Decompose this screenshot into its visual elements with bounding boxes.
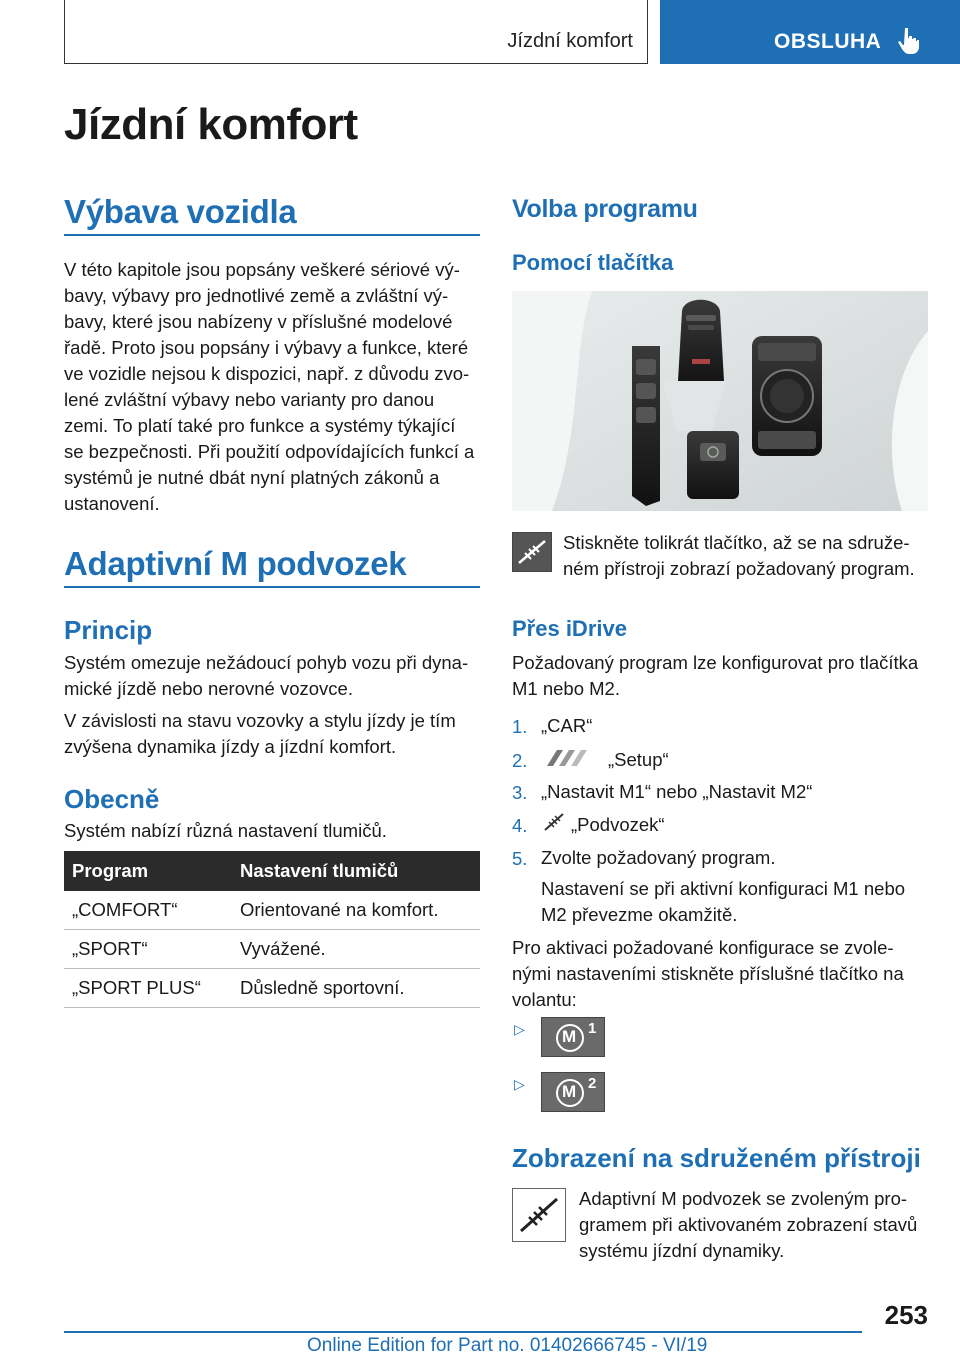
m-stripes-icon (543, 748, 597, 768)
heading-adaptivni-podvozek: Adaptivní M podvozek (64, 545, 407, 582)
header-section-box (64, 0, 648, 64)
m1-sup: 1 (588, 1020, 597, 1037)
center-console-photo (512, 291, 928, 511)
bullet: ▷ (514, 1076, 525, 1092)
paragraph-obecne: Systém nabízí různá nastavení tlumičů. (64, 820, 387, 841)
m1-button[interactable] (541, 1017, 605, 1057)
step-text: „Podvozek“ (571, 814, 665, 835)
paragraph-princip: Systém omezuje nežádoucí pohyb vozu při dyna‐ mické jízdě nebo nerovné vozovce. (64, 652, 469, 699)
step-text: „CAR“ (541, 715, 593, 736)
heading-pres-idrive: Přes iDrive (512, 616, 627, 641)
damper-program-icon (512, 532, 552, 572)
hand-pointer-icon (896, 26, 922, 54)
step-text: „Setup“ (608, 749, 669, 770)
table-cell-setting: Vyvážené. (232, 930, 480, 969)
heading-vybava-vozidla: Výbava vozidla (64, 193, 297, 230)
paragraph-vybava: V této kapitole jsou popsány veškeré sériové vý‐ bavy, výbavy pro jednotlivé země a zvláštní vý‐ bavy, které jsou nabízeny v příslušné modelové řadě. Proto jsou popsány i výbavy a funkce, které ve vozidle nejsou k dispozici, např. z důvodu zvo‐ lené zvláštní výbavy nebo varianty pro danou zemi. To platí také pro funkce a systémy týkající se bezpečnosti. Při použití odpovídajících funkcí a systémů je nutné dbát nyní platných zákonů a ustanovení. (64, 259, 475, 514)
footer-edition: Online Edition for Part no. 01402666745 - VI/19 (307, 1335, 708, 1356)
paragraph-tlacitko: Stiskněte tolikrát tlačítko, až se na sdruže‐ ném přístroji zobrazí požadovaný program. (563, 532, 915, 579)
table-cell-program: „COMFORT“ (64, 891, 232, 930)
paragraph-step5-note: Nastavení se při aktivní konfiguraci M1 nebo M2 převezme okamžitě. (541, 878, 906, 925)
page-number: 253 (884, 1300, 928, 1330)
step-number: 2. (512, 750, 528, 771)
heading-volba-programu: Volba programu (512, 195, 698, 223)
heading-rule (64, 234, 480, 236)
step-number: 5. (512, 848, 528, 869)
heading-pomoci-tlacitka: Pomocí tlačítka (512, 250, 674, 275)
table-cell-program: „SPORT PLUS“ (64, 969, 232, 1008)
damper-icon (513, 1189, 565, 1241)
damper-settings-table (64, 851, 480, 1008)
m2-sup: 2 (588, 1075, 597, 1092)
damper-icon (513, 533, 551, 571)
bullet: ▷ (514, 1021, 525, 1037)
m2-label: M (562, 1082, 577, 1101)
header-section-label: Jízdní komfort (507, 30, 633, 52)
step-number: 4. (512, 815, 528, 836)
step-text: Zvolte požadovaný program. (541, 847, 776, 868)
damper-display-icon (512, 1188, 566, 1242)
header-chapter-label: OBSLUHA (774, 30, 882, 53)
heading-rule (64, 586, 480, 588)
paragraph-princip-2: V závislosti na stavu vozovky a stylu jízdy je tím zvýšena dynamika jízdy a jízdní komfort. (64, 710, 456, 757)
m1-label: M (562, 1027, 577, 1046)
table-header-row (64, 851, 480, 891)
paragraph-aktivace: Pro aktivaci požadované konfigurace se zvole‐ nými nastaveními stiskněte příslušné tlačítko na volantu: (512, 937, 904, 1010)
step-text: „Nastavit M1“ nebo „Nastavit M2“ (541, 781, 813, 802)
page-title: Jízdní komfort (64, 100, 358, 149)
paragraph-idrive: Požadovaný program lze konfigurovat pro tlačítka M1 nebo M2. (512, 652, 919, 699)
footer-rule (64, 1331, 862, 1333)
m2-button[interactable] (541, 1072, 605, 1112)
step-number: 1. (512, 716, 528, 737)
heading-obecne: Obecně (64, 784, 160, 814)
table-row (64, 891, 480, 930)
paragraph-zobrazeni: Adaptivní M podvozek se zvoleným pro‐ gramem při aktivovaném zobrazení stavů systému jízdní dynamiky. (579, 1188, 918, 1261)
table-header-nastaveni: Nastavení tlumičů (232, 851, 480, 891)
table-cell-setting: Důsledně sportovní. (232, 969, 480, 1008)
table-row (64, 930, 480, 969)
step-number: 3. (512, 782, 528, 803)
heading-princip: Princip (64, 615, 153, 645)
table-cell-setting: Orientované na komfort. (232, 891, 480, 930)
table-cell-program: „SPORT“ (64, 930, 232, 969)
damper-icon (543, 812, 565, 832)
heading-zobrazeni: Zobrazení na sdruženém přístroji (512, 1143, 921, 1173)
table-row (64, 969, 480, 1008)
table-header-program: Program (64, 851, 232, 891)
header-chapter-tab[interactable] (660, 0, 960, 64)
